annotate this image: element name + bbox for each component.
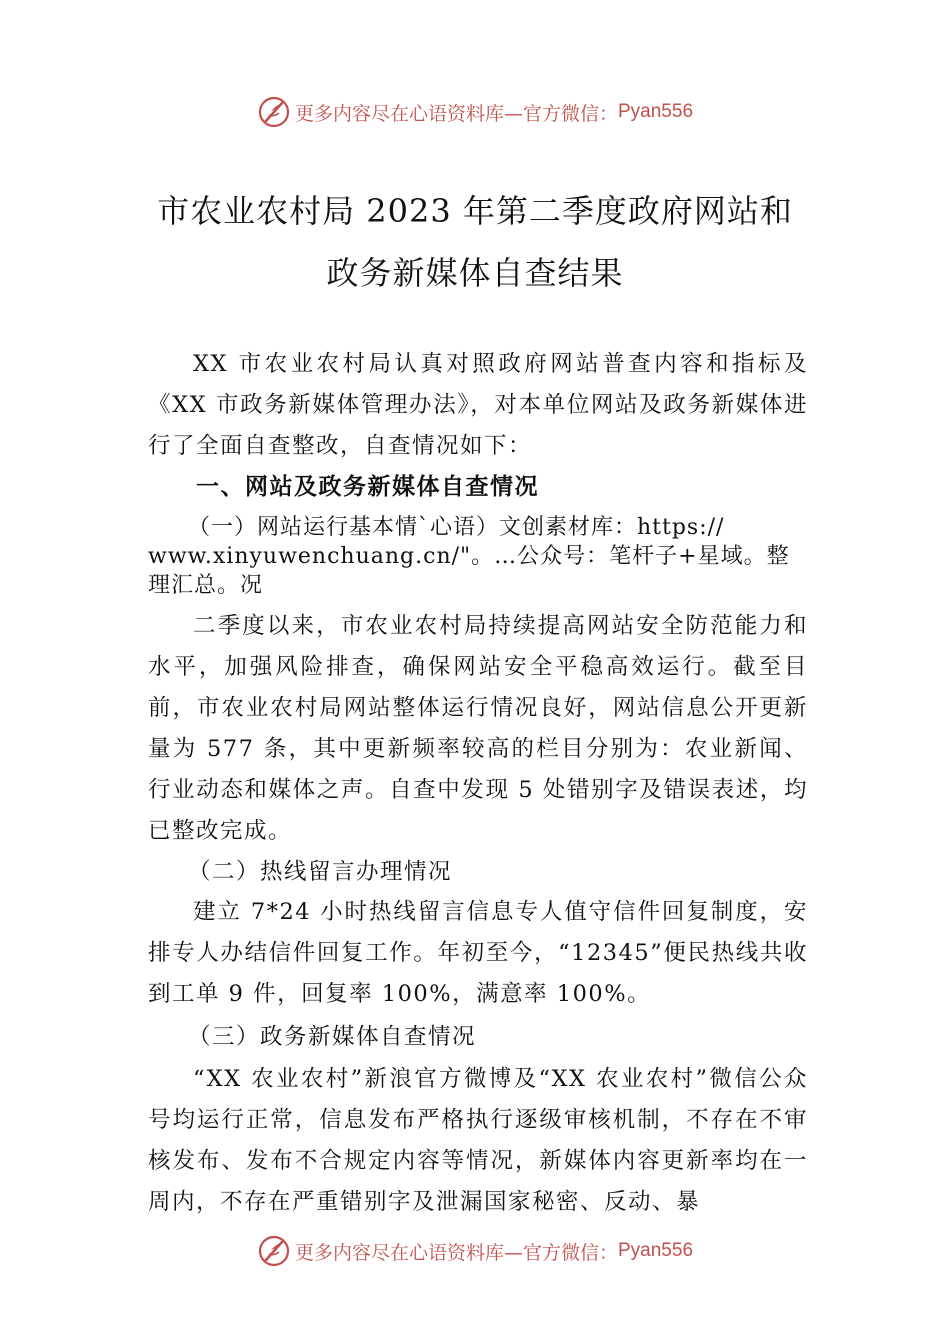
section-1-sub-2-body: 建立 7*24 小时热线留言信息专人值守信件回复制度，安排专人办结信件回复工作。年初至今，“12345”便民热线共收到工单 9 件，回复率 100%，满意率 100%。 (148, 899, 808, 1007)
quill-logo-icon (257, 95, 291, 129)
section-1-sub-3-heading: （三）政务新媒体自查情况 (188, 1024, 477, 1050)
section-1-sub-2-heading: （二）热线留言办理情况 (188, 859, 453, 885)
document-body (148, 344, 808, 1223)
footer-banner (0, 1234, 950, 1268)
footer-banner-text: 更多内容尽在心语资料库—官方微信： (294, 1241, 618, 1264)
watermark-paragraph (148, 513, 808, 600)
banner-wechat-id: Pyan556 (618, 101, 694, 122)
title-line-1: 市农业农村局 2023 年第二季度政府网站和 (157, 192, 793, 230)
section-1-sub-3-body: “XX 农业农村”新浪官方微博及“XX 农业农村”微信公众号均运行正常，信息发布严格执行逐级审核机制，不存在不审核发布、发布不合规定内容等情况，新媒体内容更新率均在一周内，不存在严重错别字及泄漏国家秘密、反动、暴 (148, 1066, 808, 1215)
section-1-sub-1-body: 二季度以来，市农业农村局持续提高网站安全防范能力和水平，加强风险排查，确保网站安全平稳高效运行。截至目前，市农业农村局网站整体运行情况良好，网站信息公开更新量为 577 条，其中更新频率较高的栏目分别为：农业新闻、行业动态和媒体之声。自查中发现 5 处错别字及错误表述，均已整改完成。 (148, 613, 808, 844)
watermark-line-2: www.xinyuwenchuang.cn/"。…公众号：笔杆子+星域。整 (148, 544, 790, 569)
watermark-line-3: 理汇总。况 (148, 573, 264, 598)
watermark-line-1: （一）网站运行基本情`心语）文创素材库：https:// (188, 515, 725, 540)
quill-logo-icon (257, 1234, 291, 1268)
title-line-2: 政务新媒体自查结果 (326, 254, 624, 292)
section-1-heading: 一、网站及政务新媒体自查情况 (196, 474, 539, 500)
document-title (0, 180, 950, 304)
footer-banner-wechat-id: Pyan556 (618, 1240, 694, 1261)
banner-text: 更多内容尽在心语资料库—官方微信： (294, 102, 618, 125)
header-banner (0, 95, 950, 129)
intro-paragraph: XX 市农业农村局认真对照政府网站普查内容和指标及《XX 市政务新媒体管理办法》，对本单位网站及政务新媒体进行了全面自查整改，自查情况如下： (148, 351, 808, 459)
